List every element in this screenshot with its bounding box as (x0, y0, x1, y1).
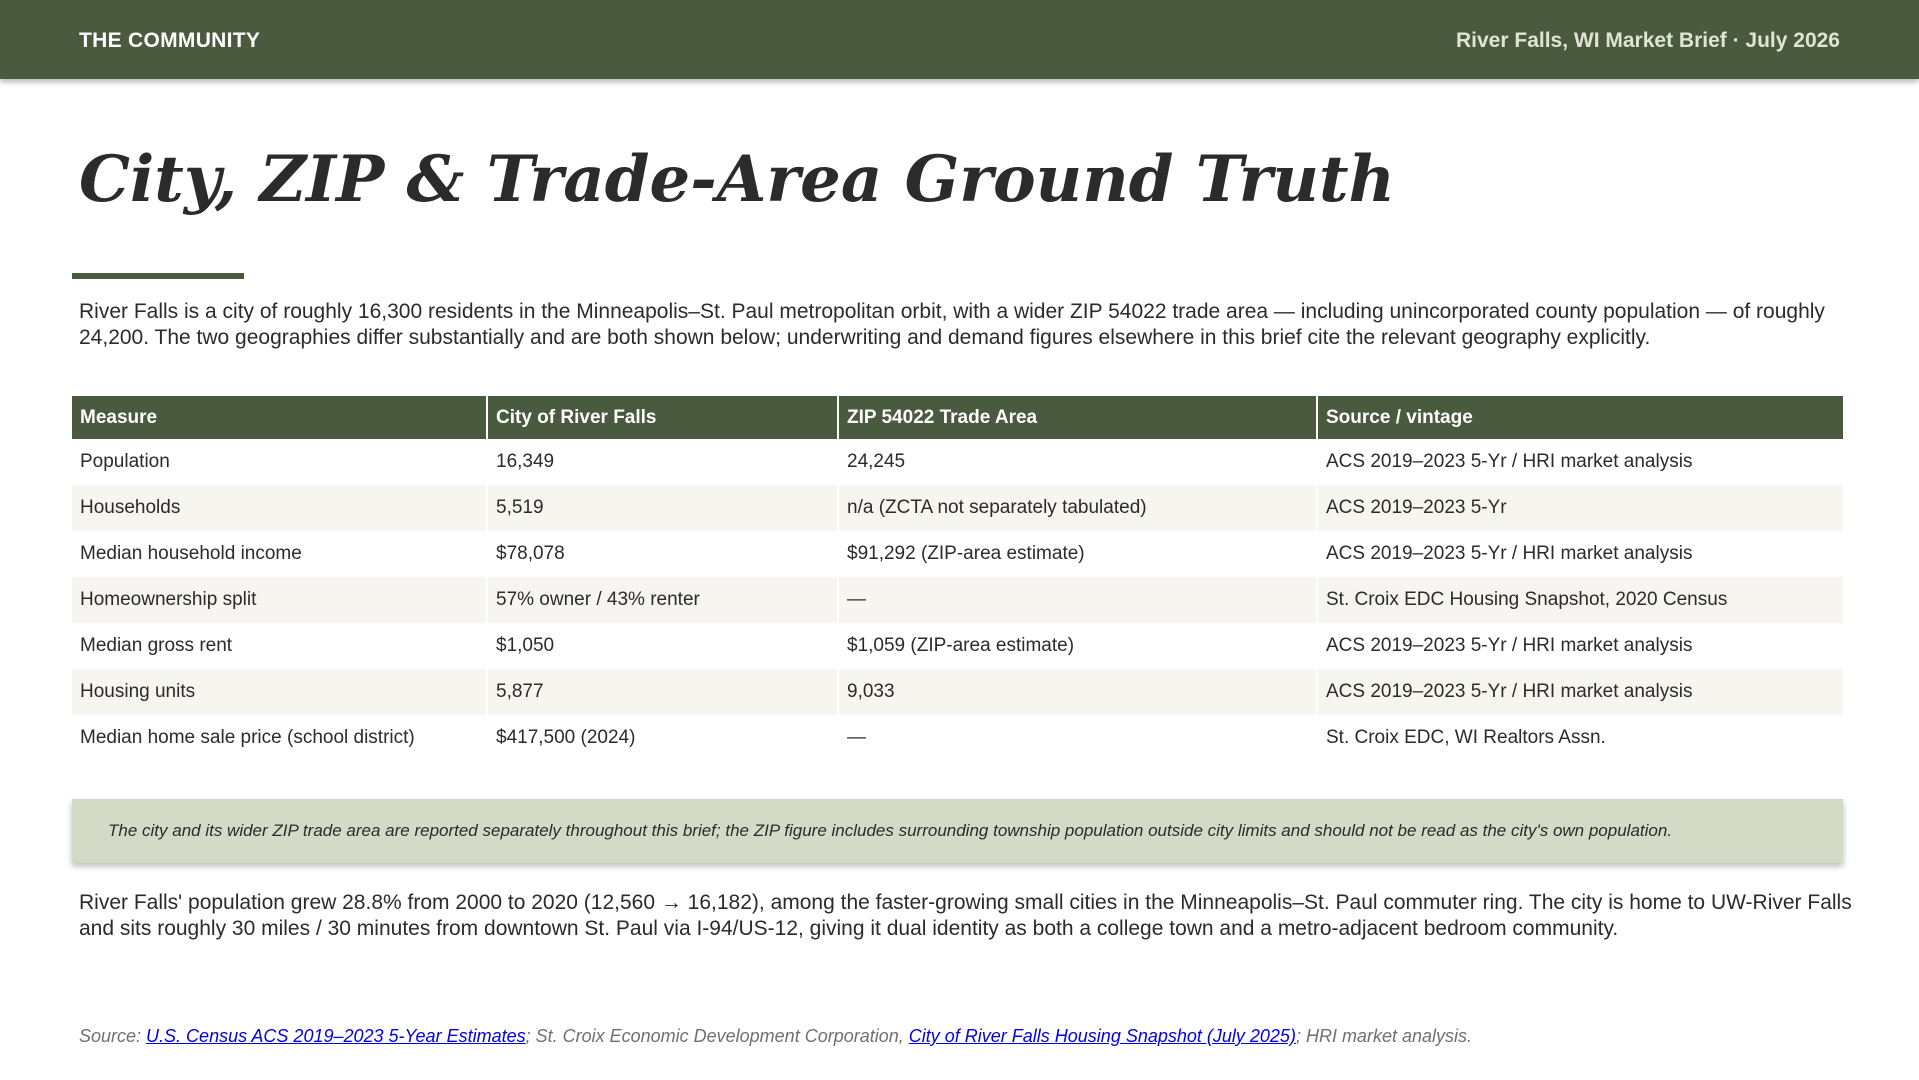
cell-city: 5,877 (487, 669, 838, 715)
cell-source: ACS 2019–2023 5-Yr / HRI market analysis (1326, 635, 1693, 656)
comparison-table (72, 396, 1843, 761)
brief-title: River Falls, WI Market Brief · July 2026 (1456, 29, 1840, 52)
housing-snapshot-link[interactable]: City of River Falls Housing Snapshot (July 2025) (908, 1026, 1296, 1046)
cell-zip: 9,033 (838, 669, 1317, 715)
cell-zip: — (838, 577, 1317, 623)
source-prefix: Source: (79, 1026, 147, 1046)
table-row (72, 669, 1843, 715)
cell-city: 5,519 (487, 485, 838, 531)
table-row (72, 439, 1843, 485)
callout-text: The city and its wider ZIP trade area are reported separately throughout this brief; the ZIP figure includes surrounding township population outside city limits and should not be read as the city's own population. (108, 821, 1673, 840)
cell-zip: 24,245 (838, 439, 1317, 485)
cell-zip: — (838, 715, 1317, 761)
title-underline (72, 273, 244, 279)
cell-source: ACS 2019–2023 5-Yr (1317, 485, 1843, 531)
cell-source: ACS 2019–2023 5-Yr / HRI market analysis (1326, 451, 1693, 472)
cell-measure: Homeownership split (72, 577, 487, 623)
intro-paragraph: River Falls is a city of roughly 16,300 residents in the Minneapolis–St. Paul metropolitan orbit, with a wider ZIP 54022 trade area — including unincorporated county population — of roughly 24,200. The two geographies differ substantially and are both shown below; underwriting and demand figures elsewhere in this brief cite the relevant geography explicitly. (79, 300, 1825, 349)
cell-source: ACS 2019–2023 5-Yr / HRI market analysis (1317, 669, 1843, 715)
page-title: City, ZIP & Trade-Area Ground Truth (79, 142, 1396, 217)
cell-measure: Households (72, 485, 487, 531)
table-row (72, 485, 1843, 531)
callout-box (72, 799, 1843, 863)
cell-source: St. Croix EDC Housing Snapshot, 2020 Census (1317, 577, 1843, 623)
source-note (79, 1026, 1472, 1047)
cell-city: $78,078 (487, 531, 838, 577)
cell-measure: Population (72, 439, 487, 485)
table-row (72, 715, 1843, 761)
census-acs-link[interactable]: U.S. Census ACS 2019–2023 5-Year Estimates (146, 1026, 526, 1046)
cell-measure: Median gross rent (72, 623, 487, 669)
table-row (72, 577, 1843, 623)
source-suffix: ; HRI market analysis. (1295, 1026, 1472, 1046)
cell-zip: $91,292 (ZIP-area estimate) (838, 531, 1317, 577)
growth-paragraph: River Falls' population grew 28.8% from 2000 to 2020 (12,560 → 16,182), among the faster-growing small cities in the Minneapolis–St. Paul commuter ring. The city is home to UW-River Falls and sits roughly 30 miles / 30 minutes from downtown St. Paul via I-94/US-12, giving it dual identity as both a college town and a metro-adjacent bedroom community. (79, 891, 1852, 940)
header-city: City of River Falls (487, 396, 838, 439)
table-row (72, 531, 1843, 577)
cell-measure: Median household income (72, 531, 487, 577)
cell-city: $417,500 (2024) (487, 715, 838, 761)
table-header-row (72, 396, 1843, 439)
table-row (72, 623, 1843, 669)
cell-city: 57% owner / 43% renter (487, 577, 838, 623)
cell-measure: Median home sale price (school district) (72, 715, 487, 761)
header-bar (0, 0, 1919, 79)
section-label: THE COMMUNITY (79, 29, 261, 52)
header-source: Source / vintage (1317, 396, 1843, 439)
cell-source: St. Croix EDC, WI Realtors Assn. (1326, 727, 1606, 748)
cell-measure: Housing units (72, 669, 487, 715)
cell-zip: n/a (ZCTA not separately tabulated) (838, 485, 1317, 531)
cell-city: 16,349 (487, 439, 838, 485)
source-middle: ; St. Croix Economic Development Corporation, (525, 1026, 909, 1046)
cell-zip: $1,059 (ZIP-area estimate) (838, 623, 1317, 669)
header-zip: ZIP 54022 Trade Area (838, 396, 1317, 439)
cell-city: $1,050 (487, 623, 838, 669)
header-measure: Measure (72, 396, 487, 439)
cell-source: ACS 2019–2023 5-Yr / HRI market analysis (1326, 543, 1693, 564)
